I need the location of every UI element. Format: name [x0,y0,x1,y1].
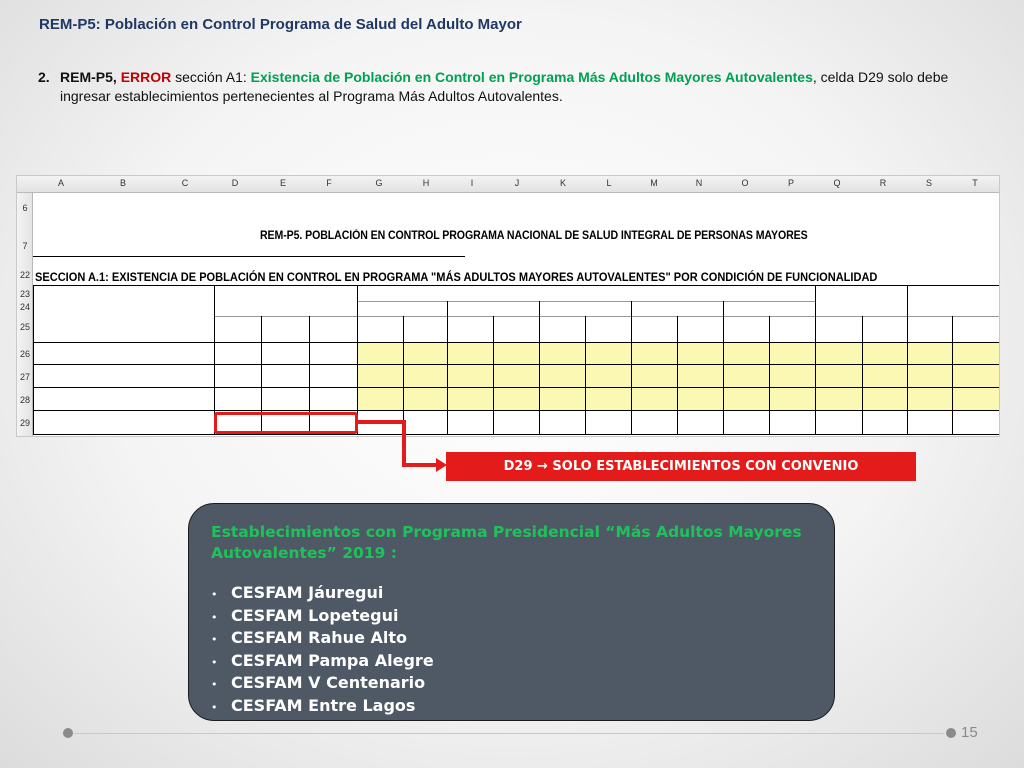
establishment-name: CESFAM V Centenario [231,673,426,692]
row-header-26: 26 [19,349,30,359]
row-header-22: 22 [19,270,30,280]
header-hombres [447,318,493,340]
column-header-I: I [470,178,474,188]
d29-highlight-box [214,412,358,434]
column-header-M: M [650,178,658,188]
establishment-name: CESFAM Jáuregui [231,583,384,602]
column-header-T: T [972,178,978,188]
error-label: ERROR [120,69,172,85]
item-mid: sección A1: [171,69,251,85]
column-header-Q: Q [833,178,841,188]
table-hline [33,434,1000,435]
establishment-item [211,606,434,629]
column-headers [17,176,1000,193]
table-vline [33,285,34,434]
header-hombres [631,318,677,340]
bullet-icon: • [211,678,218,691]
column-header-L: L [606,178,612,188]
establishments-list [211,583,434,718]
bullet-icon: • [211,633,218,646]
title-underline [33,256,465,257]
sheet-title: REM-P5. POBLACIÓN EN CONTROL PROGRAMA NACIONAL DE SALUD INTEGRAL DE PERSONAS MAYORES [260,230,808,242]
column-header-K: K [559,178,566,188]
bullet-icon: • [211,588,218,601]
callout-connector-vertical [402,420,406,467]
column-header-P: P [787,178,794,188]
header-age-group [631,302,723,315]
item-number: 2. [38,69,50,85]
table-hline [33,387,1000,388]
column-header-N: N [695,178,703,188]
header-mujeres [769,318,815,340]
nav-dot-right-icon [946,728,956,738]
header-migrantes [907,288,1000,314]
header-age-group [723,302,815,315]
header-hombres [907,318,952,340]
establishment-name: CESFAM Pampa Alegre [231,650,434,670]
establishments-box [188,503,835,721]
establishment-item [211,583,434,606]
table-hline [33,364,1000,365]
row-header-23: 23 [19,289,30,299]
establishment-name: CESFAM Entre Lagos [231,695,416,715]
age-hline [214,316,1000,317]
row-header-7: 7 [22,241,28,251]
convenio-callout: D29 → SOLO ESTABLECIMIENTOS CON CONVENIO [446,452,916,481]
header-hombres [357,318,403,340]
header-mujeres [403,318,447,340]
establishments-heading: Establecimientos con Programa Presidencial “Más Adultos Mayores Autovalentes” 2019 : [211,523,802,562]
header-hombres [539,318,585,340]
establishment-name: CESFAM Lopetegui [231,605,399,625]
establishment-item [211,673,434,696]
program-name: Existencia de Población en Control en Programa Más Adultos Mayores Autovalentes [250,69,813,85]
page-number: 15 [961,724,978,741]
row-header-28: 28 [19,395,30,405]
nav-dot-left-icon [63,728,73,738]
header-hombres [261,318,309,340]
table-hline [33,342,1000,343]
row-header-29: 29 [19,418,30,428]
column-header-H: H [422,178,430,188]
item-rest: , celda D29 solo debe ingresar establecimientos pertenecientes al Programa Más Adultos Autovalentes. [60,69,949,104]
header-mujeres [862,318,907,340]
column-header-S: S [925,178,932,188]
section-title: SECCION A.1: EXISTENCIA DE POBLACIÓN EN CONTROL EN PROGRAMA "MÁS ADULTOS MAYORES AUTOVALENTES" POR CONDICIÓN DE FUNCIONALIDAD [35,270,878,284]
establishment-item [211,628,434,651]
establishment-item [211,651,434,674]
column-header-E: E [279,178,286,188]
instruction-text [60,68,993,106]
column-header-F: F [326,178,332,188]
header-condicion [47,296,197,326]
header-mujeres [309,318,357,340]
column-header-G: G [375,178,383,188]
row-header-24: 24 [19,302,30,312]
header-mujeres [493,318,539,340]
header-pueblos [815,288,907,314]
header-hombres [723,318,769,340]
instruction-item [38,68,993,106]
establishment-item [211,696,434,719]
bullet-icon: • [211,700,218,714]
column-header-J: J [514,178,520,188]
column-header-O: O [741,178,749,188]
header-hombres [815,318,862,340]
data-entry-area [357,342,815,410]
row-headers [17,193,33,437]
bullet-icon: • [211,655,218,669]
header-total [214,288,357,314]
header-ambos [214,318,261,340]
header-age-group [539,302,631,315]
row-header-27: 27 [19,372,30,382]
column-header-R: R [879,178,887,188]
bullet-icon: • [211,610,218,624]
column-header-C: C [181,178,189,188]
column-header-A: A [57,178,64,188]
header-grupo [357,287,815,299]
column-header-D: D [231,178,239,188]
item-prefix: REM-P5, [60,69,121,85]
header-mujeres [677,318,723,340]
header-mujeres [585,318,631,340]
spreadsheet-screenshot [16,175,1000,437]
footer-line [74,733,944,734]
row-header-6: 6 [22,203,28,213]
header-mujeres [952,318,1000,340]
table-hline [33,410,1000,411]
header-age-group [357,302,447,315]
establishment-name: CESFAM Rahue Alto [231,628,407,647]
slide-title: REM-P5: Población en Control Programa de Salud del Adulto Mayor [39,16,522,33]
table-hline [33,285,1000,286]
header-age-group [447,302,539,315]
callout-connector [358,420,404,424]
column-header-B: B [119,178,126,188]
row-header-25: 25 [19,322,30,332]
